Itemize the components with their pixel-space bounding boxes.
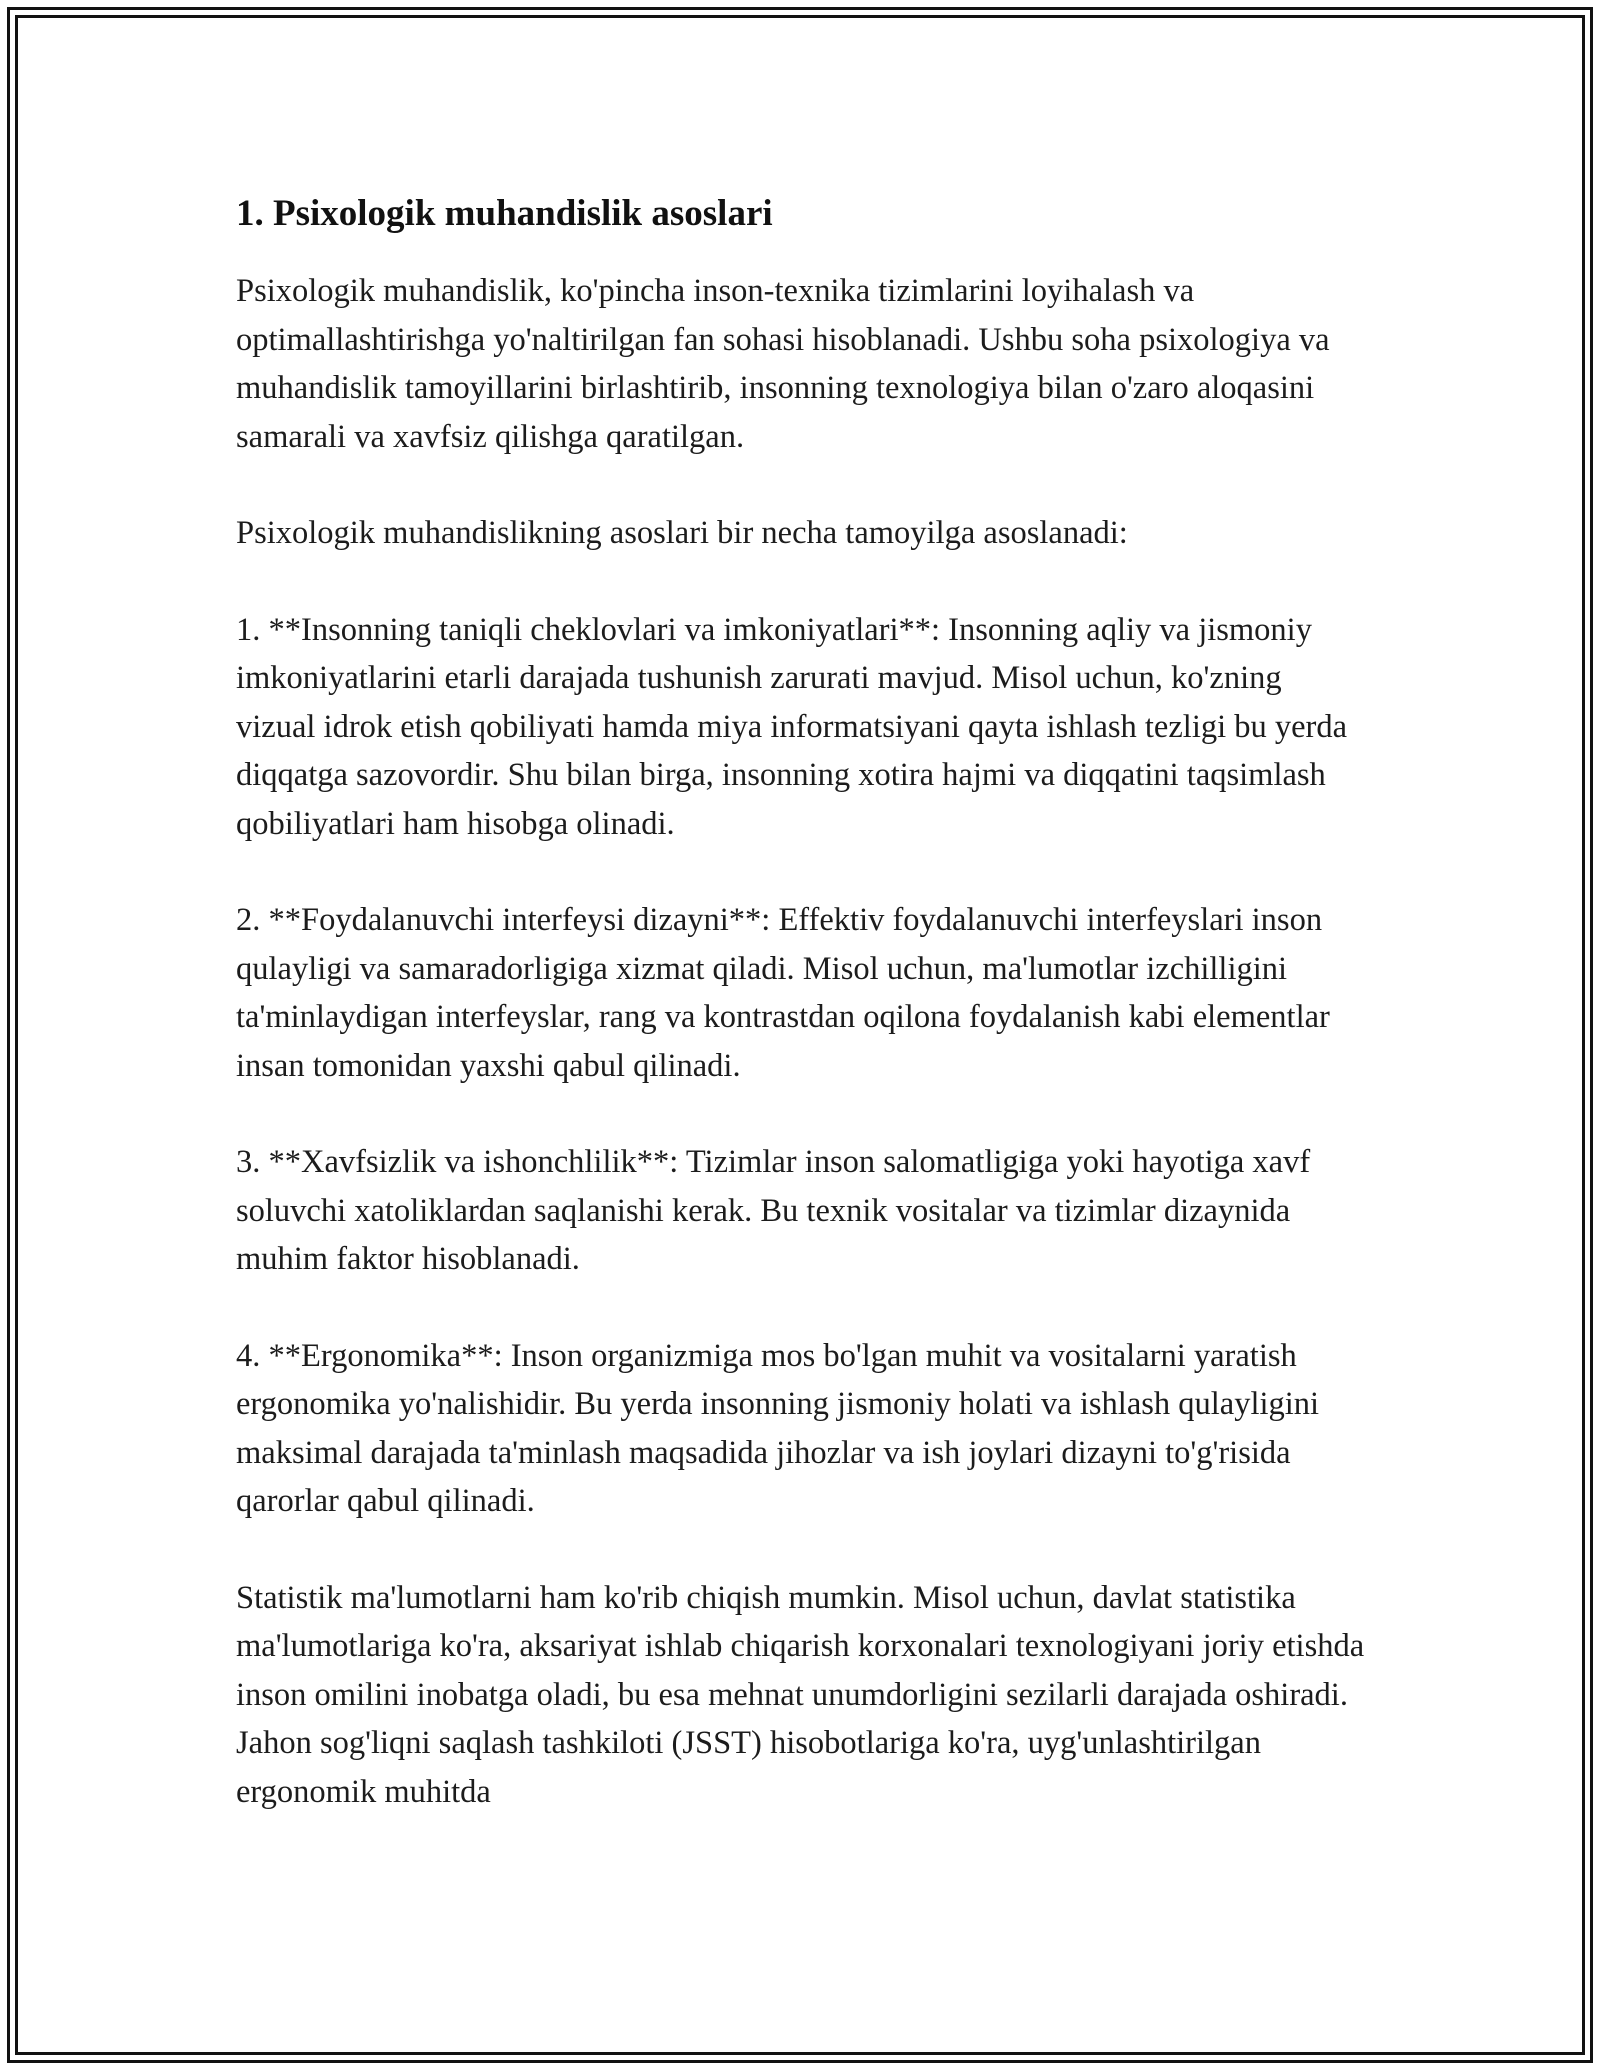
principle-3-paragraph: 3. **Xavfsizlik va ishonchlilik**: Tizimlar inson salomatligiga yoki hayotiga xavf soluvchi xatoliklardan saqlanishi kerak. Bu texnik vositalar va tizimlar dizaynida muhim faktor hisoblanadi. xyxy=(236,1144,1311,1277)
intro-paragraph: Psixologik muhandislik, ko'pincha inson-texnika tizimlarini loyihalash va optimallashtirishga yo'naltirilgan fan sohasi hisoblanadi. Ushbu soha psixologiya va muhandislik tamoyillarini birlashtirib, insonning texnologiya bilan o'zaro aloqasini samarali va xavfsiz qilishga qaratilgan. xyxy=(236,273,1330,455)
section-heading: 1. Psixologik muhandislik asoslari xyxy=(236,193,773,234)
principles-intro-paragraph: Psixologik muhandislikning asoslari bir necha tamoyilga asoslanadi: xyxy=(236,515,1128,551)
principle-2-paragraph: 2. **Foydalanuvchi interfeysi dizayni**: Effektiv foydalanuvchi interfeyslari inson qulayligi va samaradorligiga xizmat qiladi. Misol uchun, ma'lumotlar izchilligini ta'minlaydigan interfeyslar, rang va kontrastdan oqilona foydalanish kabi elementlar insan tomonidan yaxshi qabul qilinadi. xyxy=(236,902,1330,1084)
principle-4-paragraph: 4. **Ergonomika**: Inson organizmiga mos bo'lgan muhit va vositalarni yaratish ergonomika yo'nalishidir. Bu yerda insonning jismoniy holati va ishlash qulayligini maksimal darajada ta'minlash maqsadida jihozlar va ish joylari dizayni to'g'risida qarorlar qabul qilinadi. xyxy=(236,1337,1320,1519)
principle-1-paragraph: 1. **Insonning taniqli cheklovlari va imkoniyatlari**: Insonning aqliy va jismoniy imkoniyatlarini etarli darajada tushunish zarurati mavjud. Misol uchun, ko'zning vizual idrok etish qobiliyati hamda miya informatsiyani qayta ishlash tezligi bu yerda diqqatga sazovordir. Shu bilan birga, insonning xotira hajmi va diqqatini taqsimlash qobiliyatlari ham hisobga olinadi. xyxy=(236,611,1348,842)
document-body xyxy=(236,188,1366,1816)
statistics-paragraph: Statistik ma'lumotlarni ham ko'rib chiqish mumkin. Misol uchun, davlat statistika ma'lumotlariga ko'ra, aksariyat ishlab chiqarish korxonalari texnologiyani joriy etishda inson omilini inobatga oladi, bu esa mehnat unumdorligini sezilarli darajada oshiradi. Jahon sog'liqni saqlash tashkiloti (JSST) hisobotlariga ko'ra, uyg'unlashtirilgan ergonomik muhitda xyxy=(236,1579,1365,1810)
